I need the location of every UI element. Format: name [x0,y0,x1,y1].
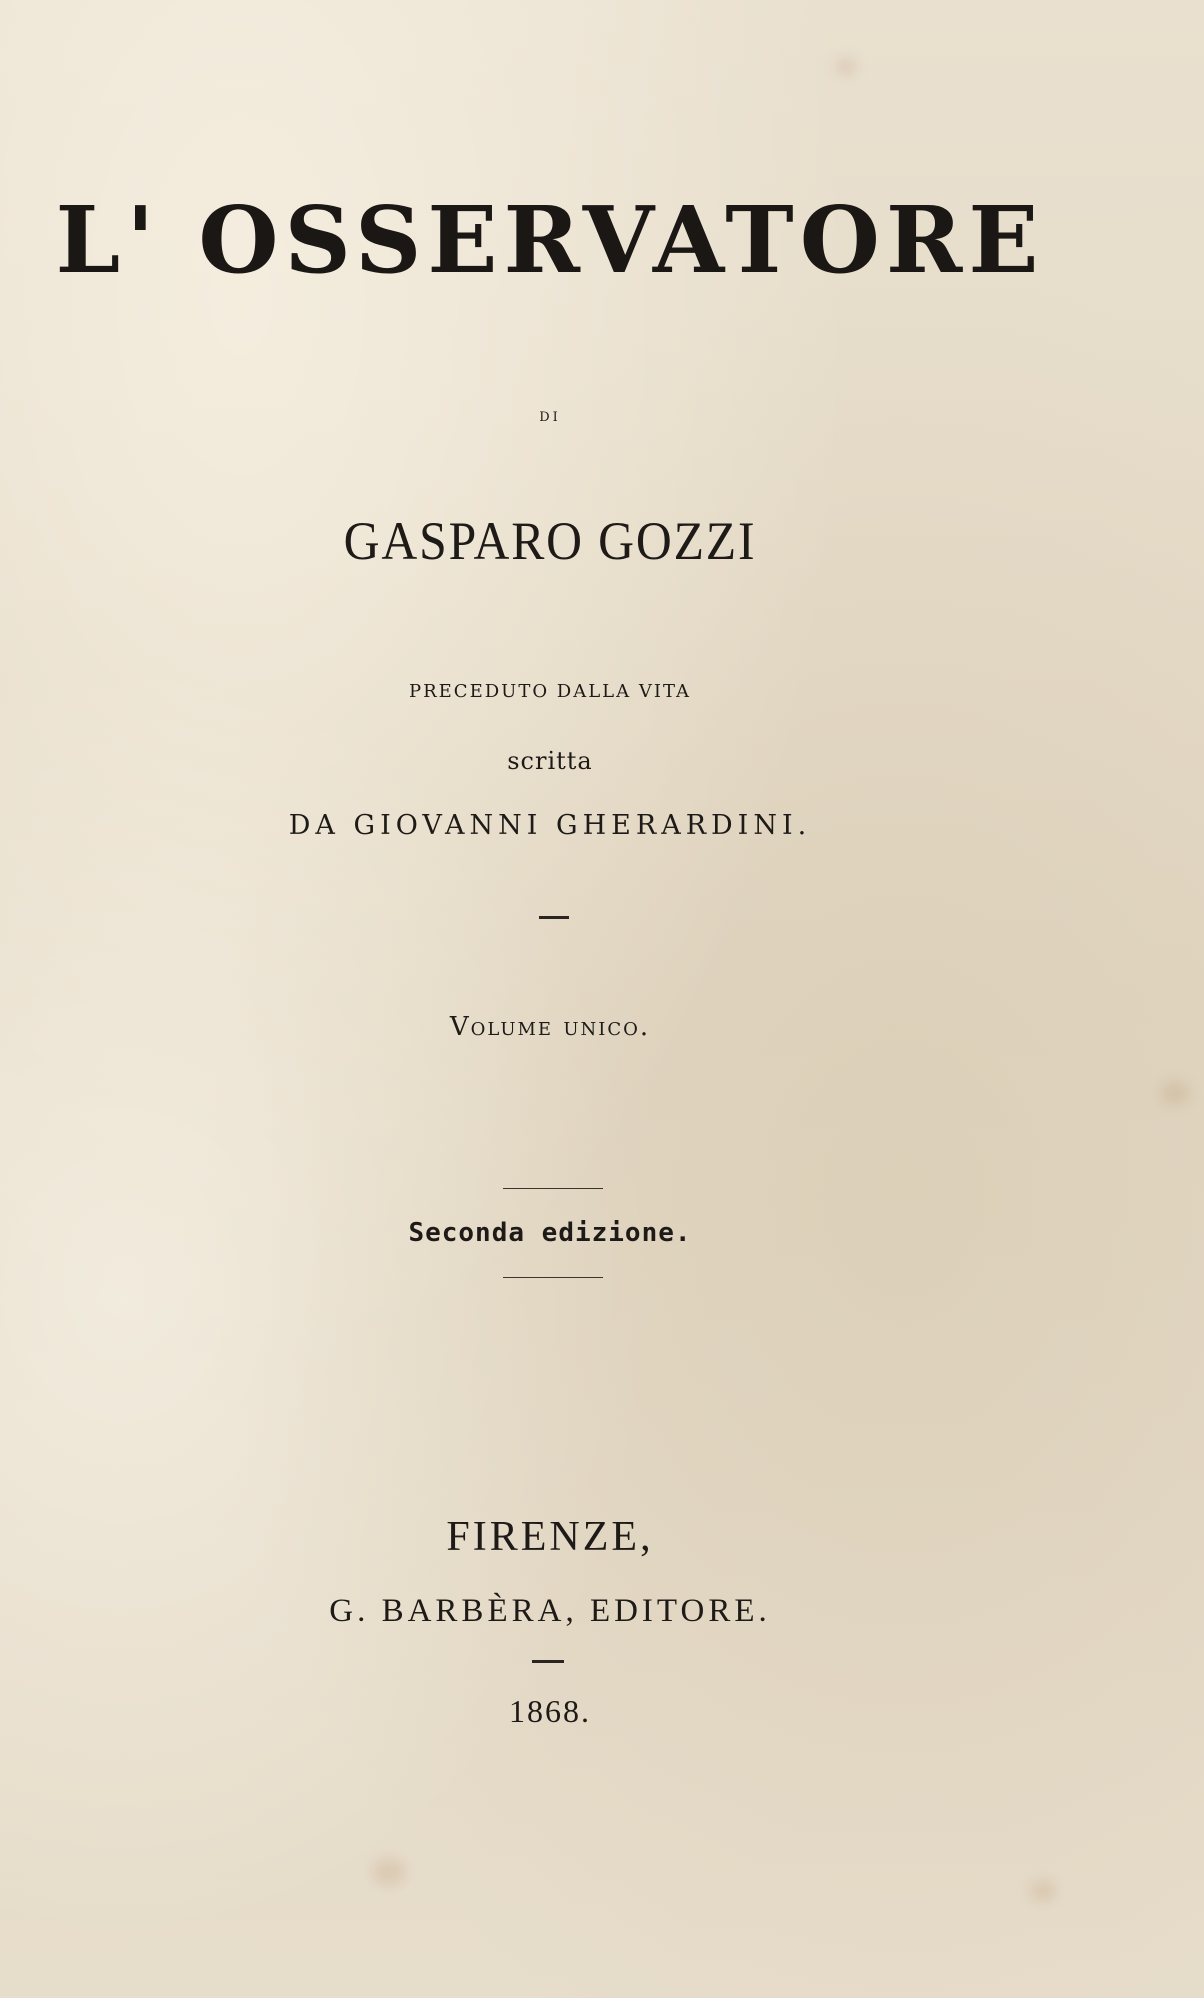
foxing-stain [1160,1080,1190,1106]
short-rule-imprint [532,1660,564,1663]
written-line: scritta [507,747,593,775]
volume-note: Volume unico. [449,1012,651,1042]
short-rule [539,916,569,919]
thin-rule-top [503,1188,603,1189]
thin-rule-bottom [503,1277,603,1278]
preceded-by-line: PRECEDUTO DALLA VITA [409,681,691,702]
publication-city: FIRENZE, [446,1514,654,1560]
book-title: L' OSSERVATORE [55,186,1045,294]
edition-note: Seconda edizione. [408,1218,692,1248]
publisher-name: G. BARBÈRA, EDITORE. [329,1593,771,1629]
by-line: di [539,404,561,426]
foxing-stain [372,1858,406,1886]
biographer-name: DA GIOVANNI GHERARDINI. [288,810,812,841]
foxing-stain [835,58,857,76]
author-name: GASPARO GOZZI [343,511,757,571]
foxing-stain [1030,1880,1056,1902]
publication-year: 1868. [509,1693,591,1729]
